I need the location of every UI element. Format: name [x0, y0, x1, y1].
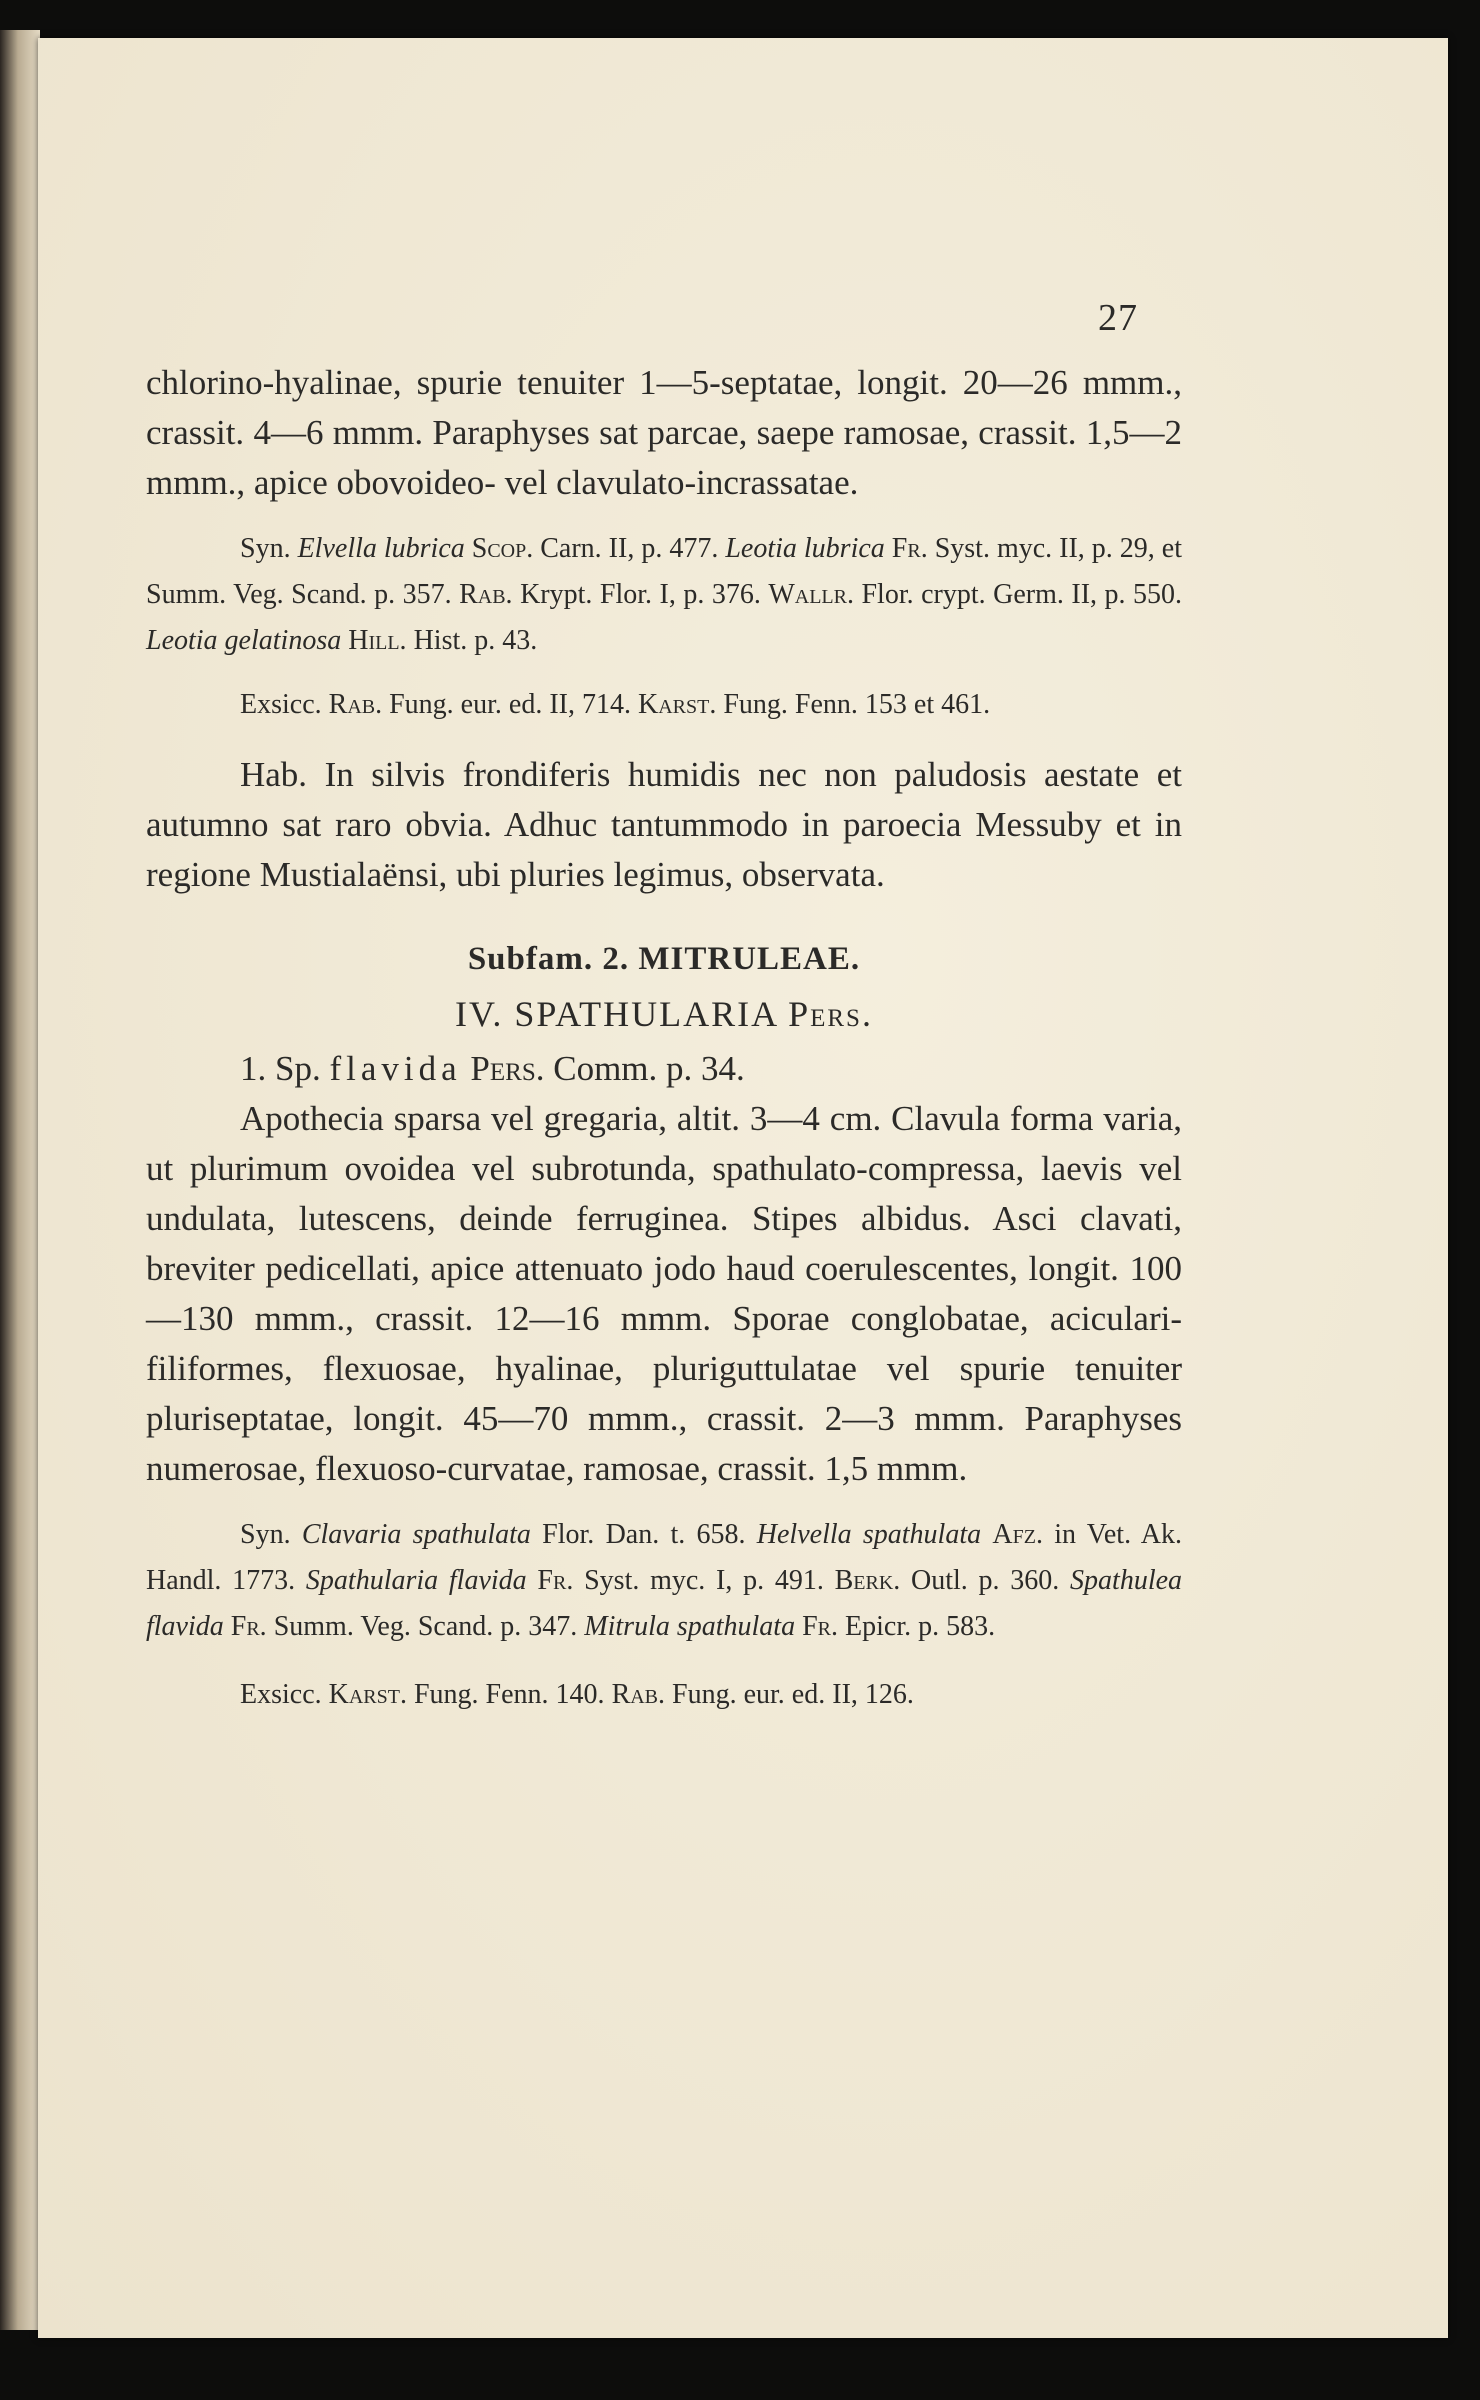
book-page — [38, 38, 1448, 2338]
reference: Epicr. p. 583. — [845, 1611, 996, 1642]
taxon-name: Leotia gelatinosa — [146, 625, 342, 656]
author: Pers. — [470, 1049, 545, 1088]
reference: Flor. crypt. Germ. II, p. 550. — [861, 579, 1183, 610]
exsicc-lead: Exsicc. — [240, 1679, 322, 1710]
reference: Summ. Veg. Scand. p. 347. — [273, 1611, 578, 1642]
syn-lead: Syn. — [240, 533, 291, 564]
reference: Fung. Fenn. 153 et 461. — [723, 689, 991, 720]
taxon-name: Clavaria spathulata — [301, 1519, 531, 1550]
synonymy-block-1 — [146, 526, 1182, 664]
reference: Outl. p. 360. — [911, 1565, 1060, 1596]
habitat-paragraph: Hab. In silvis frondiferis humidis nec non paludosis aestate et autumno sat raro obvia. Adhuc tantummodo in paroecia Messuby et in regione Mustialaënsi, ubi pluries legimus, observata. — [146, 755, 1182, 894]
author: Rab. — [611, 1679, 666, 1710]
author: Afz. — [992, 1519, 1043, 1550]
taxon-name: Spathulea flavida — [146, 1565, 1183, 1642]
author: Pers. — [788, 994, 873, 1034]
taxon-name: Elvella lubrica — [297, 533, 465, 564]
syn-lead: Syn. — [240, 1519, 291, 1550]
author: Fr. — [230, 1611, 267, 1642]
reference: Fung. Fenn. 140. — [413, 1679, 605, 1710]
reference: Hist. p. 43. — [413, 625, 538, 656]
page-text — [146, 358, 1182, 1718]
exsiccata-block-1 — [146, 682, 1182, 728]
exsiccata-block-2 — [146, 1672, 1182, 1718]
author: Wallr. — [768, 579, 854, 610]
paragraph-continuation: chlorino-hyalinae, spurie tenuiter 1—5-septatae, longit. 20—26 mmm., crassit. 4—6 mmm. Paraphyses sat parcae, saepe ramosae, crassit. 1,5—2 mmm., apice obovoideo- vel clavulato-incrassatae. — [146, 363, 1182, 502]
genus-heading — [146, 988, 1182, 1040]
reference: Comm. p. 34. — [553, 1049, 745, 1088]
author: Karst. — [328, 1679, 407, 1710]
species-epithet: flavida — [329, 1049, 462, 1088]
reference: Syst. myc. I, p. 491. — [584, 1565, 824, 1596]
species-description: Apothecia sparsa vel gregaria, altit. 3—4 cm. Clavula forma varia, ut plurimum ovoidea vel subrotunda, spathulato-compressa, laevis vel undulata, lutescens, deinde ferruginea. Stipes albidus. Asci clavati, breviter pedicellati, apice attenuato jodo haud coerulescentes, longit. 100—130 mmm., crassit. 12—16 mmm. Sporae conglobatae, aciculari-filiformes, flexuosae, hyalinae, pluriguttulatae vel spurie tenuiter pluriseptatae, longit. 45—70 mmm., crassit. 2—3 mmm. Paraphyses numerosae, flexuoso-curvatae, ramosae, crassit. 1,5 mmm. — [146, 1099, 1182, 1488]
author: Karst. — [637, 689, 717, 720]
reference: Carn. II, p. 477. — [540, 533, 719, 564]
species-number: 1. Sp. — [240, 1049, 321, 1088]
taxon-name: Mitrula spathulata — [584, 1611, 796, 1642]
reference: Krypt. Flor. I, p. 376. — [520, 579, 761, 610]
reference: Syst. myc. II, p. 29, et Summ. Veg. Scand. p. 357. — [146, 533, 1183, 610]
taxon-name: Leotia lubrica — [725, 533, 885, 564]
author: Hill. — [348, 625, 407, 656]
taxon-name: Helvella spathulata — [756, 1519, 982, 1550]
exsicc-lead: Exsicc. — [240, 689, 322, 720]
page-number: 27 — [1098, 297, 1138, 339]
book-spine-shadow — [0, 30, 40, 2330]
author: Berk. — [834, 1565, 901, 1596]
author: Rab. — [328, 689, 383, 720]
author: Fr. — [537, 1565, 574, 1596]
reference: Fung. eur. ed. II, 714. — [389, 689, 631, 720]
reference: Flor. Dan. t. 658. — [542, 1519, 746, 1550]
reference: Fung. eur. ed. II, 126. — [672, 1679, 914, 1710]
genus-name: IV. SPATHULARIA — [455, 994, 778, 1034]
synonymy-block-2 — [146, 1512, 1182, 1650]
author: Fr. — [891, 533, 928, 564]
species-heading — [146, 1044, 1182, 1094]
reference: in Vet. Ak. Handl. 1773. — [146, 1519, 1183, 1596]
subfamily-heading: Subfam. 2. MITRULEAE. — [467, 941, 861, 977]
author: Scop. — [471, 533, 534, 564]
author: Fr. — [802, 1611, 839, 1642]
author: Rab. — [459, 579, 513, 610]
taxon-name: Spathularia flavida — [305, 1565, 527, 1596]
